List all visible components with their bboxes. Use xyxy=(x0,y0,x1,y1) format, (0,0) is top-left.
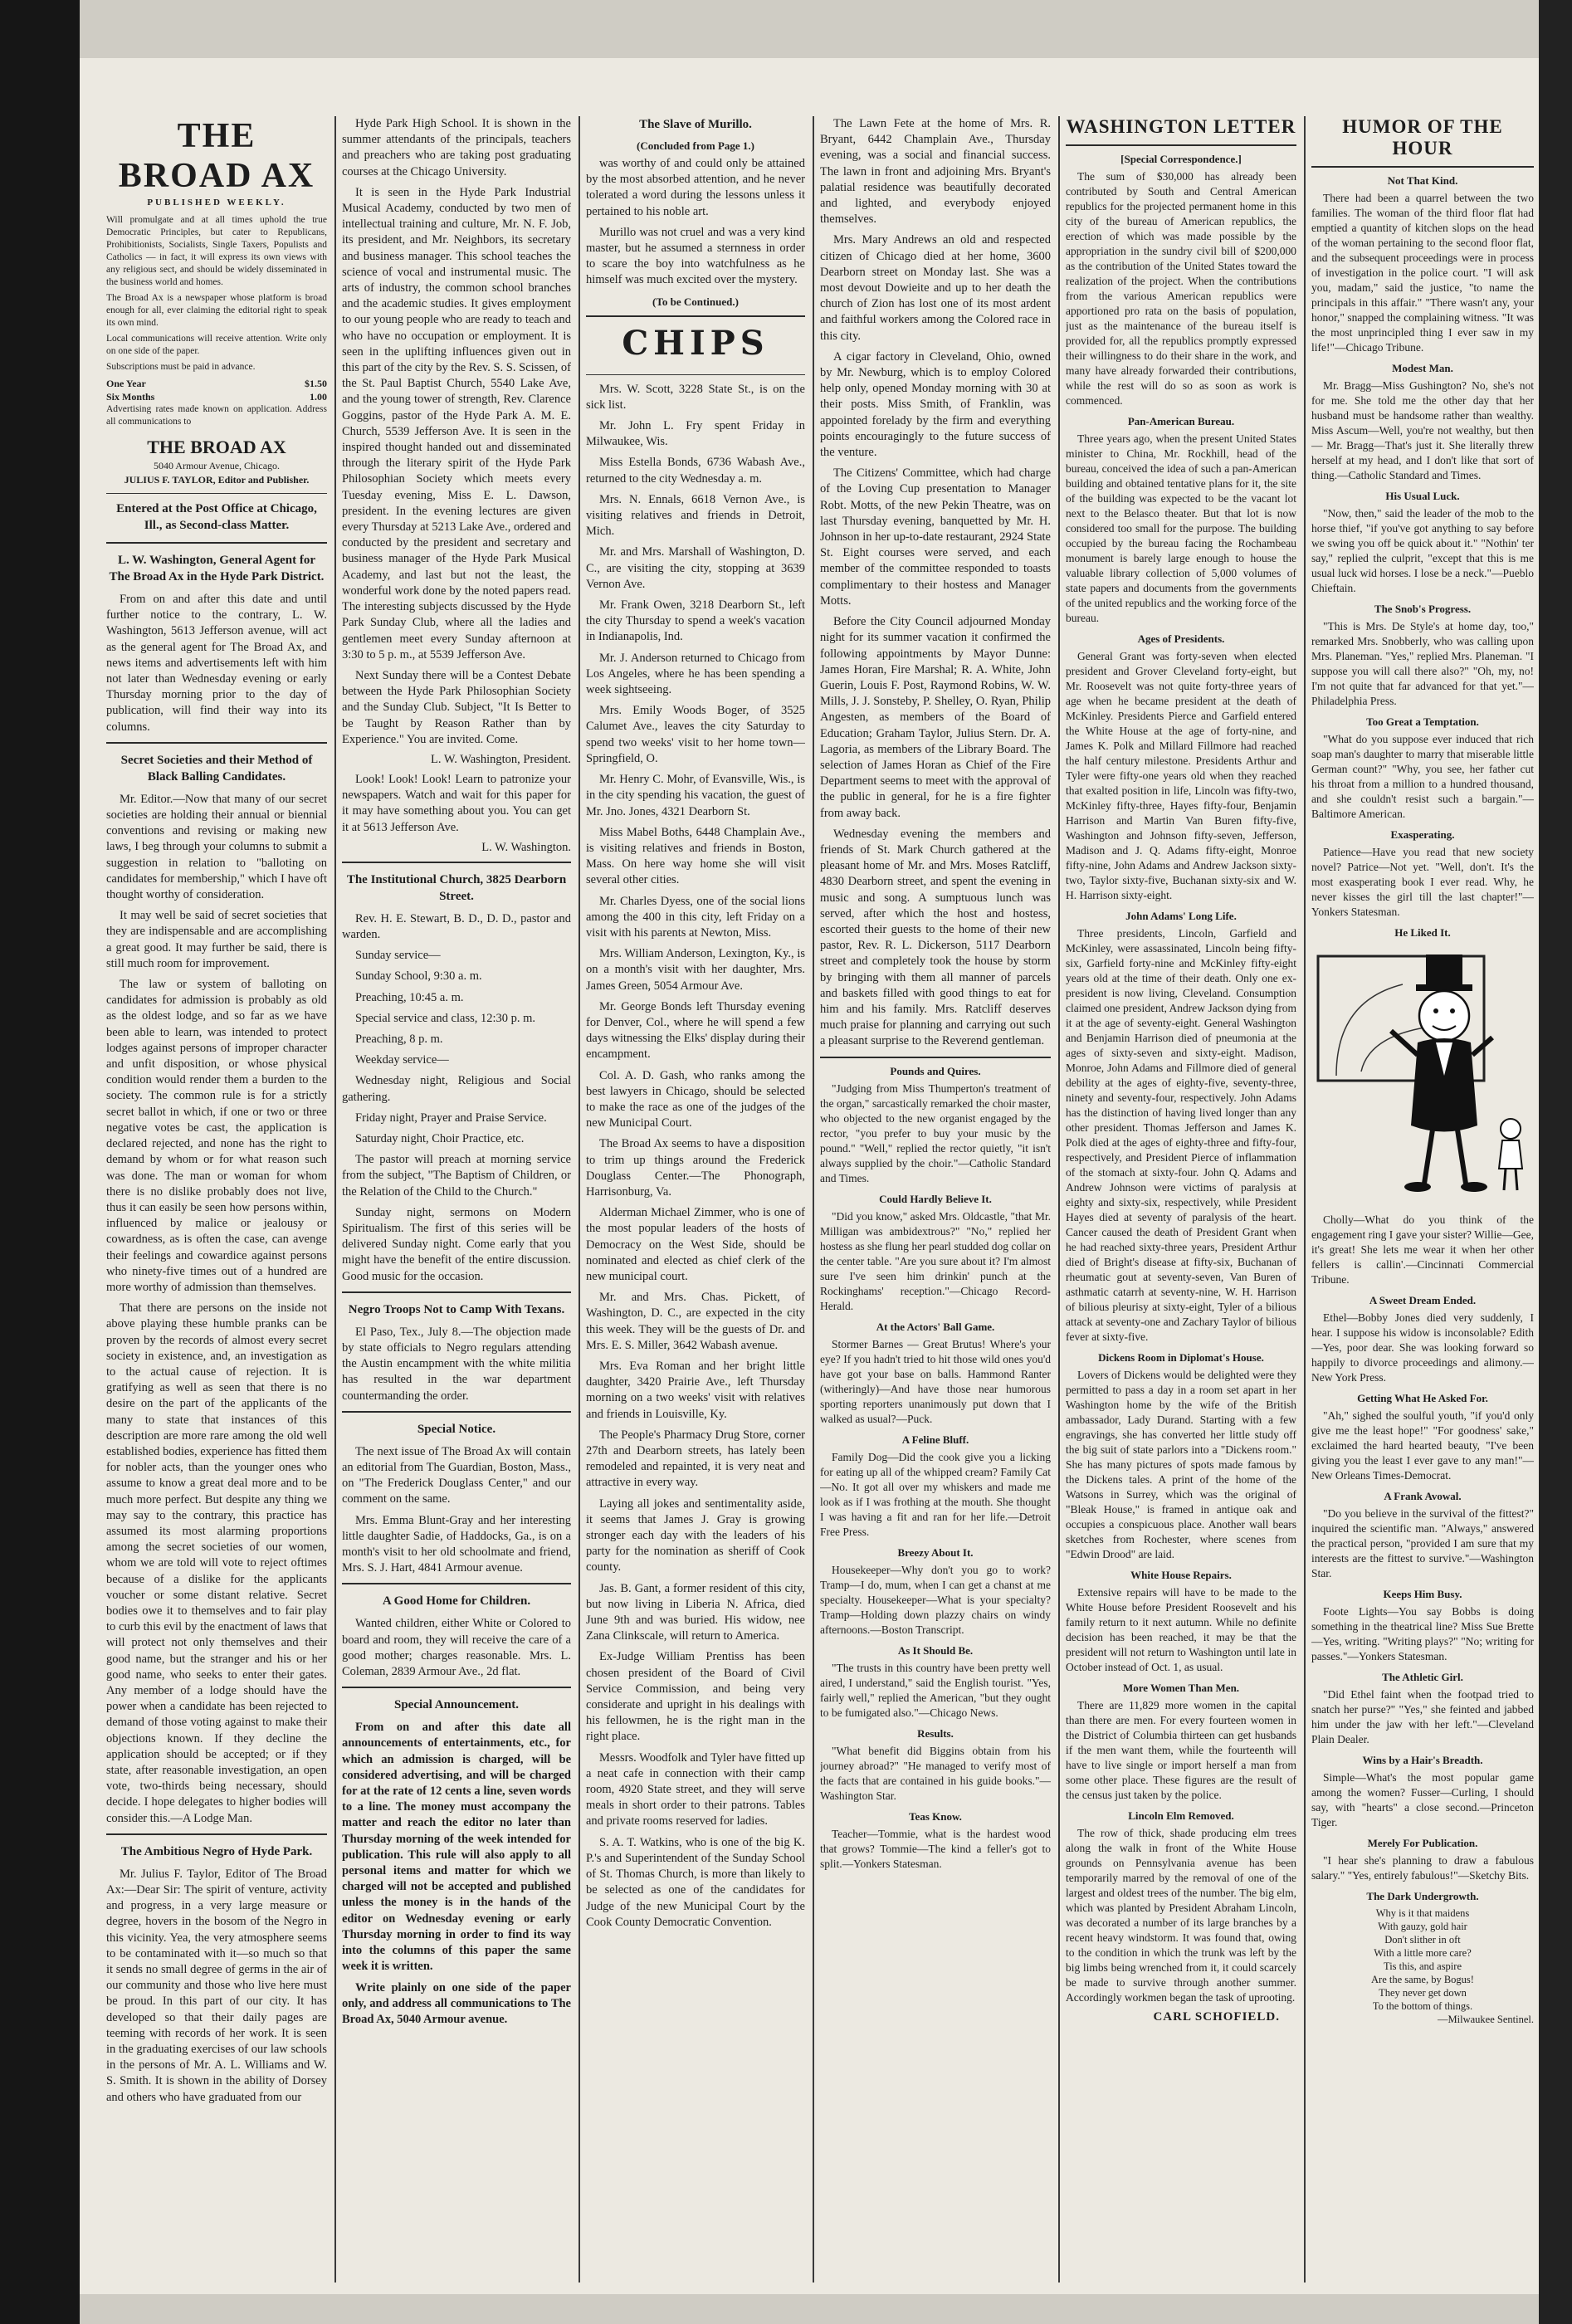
news-item: Mr. Henry C. Mohr, of Evansville, Wis., is in the city spending his vacation, the guest of Mr. Jno. Jones, 4321 Dearborn St. xyxy=(586,773,805,818)
divider xyxy=(106,542,327,544)
cartoon-arm xyxy=(1391,1031,1418,1055)
article-paragraph: That there are persons on the inside not above playing these humble pranks can be proven by the records of almost every secret society in existence, and, an investigation as to the actual cause of rejection. It is gratifying as well as seen that there is no desire on the part of the applicants of the many to state that instances of this description are more rare among the old well established bodies, experience has fitted them for nobler acts, than the younger ones who assume to know a great deal more and to be much more perfect. But despite any thing we may say to the contrary, this practice has assumed its most alarming proportions among the secret societies of our women, whom we are told will vote to reject oftimes because of a dislike for the applicants voucher or some distant relative. Secret bodies owe it to themselves and to fair play to curb this evil by the enactment of laws that will protect not only themselves and their good name, but the stranger and his or her good name, who seeks to enter their gates. Any member of a lodge should have the power when a candidate has been rejected to demand of those voting against to make their objections known. If they decline the application should be accepted; or if they state, after reasonable investigation, an open vote, two-thirds being necessary, should decide. I hope delegates to higher bodies will consider this.—A Lodge Man. xyxy=(106,1301,327,1825)
church-schedule xyxy=(342,911,571,1285)
hyde-park-article xyxy=(342,116,571,748)
schedule-line: Preaching, 10:45 a. m. xyxy=(355,990,464,1004)
joke-text: "Did you know," asked Mrs. Oldcastle, "that Mr. Milligan was ambidextrous?" "No," replied her hostess as she flung her pearl studded dog collar on the center table. "Are you sure about it? I'm almost sure I've seen him drinkin' punch at the Rockinghams' reception."—Chicago Record-Herald. xyxy=(820,1209,1051,1312)
column-rule xyxy=(1304,116,1306,2282)
joke-text: "I hear she's planning to draw a fabulous salary." "Yes, entirely fabulous!"—Sketchy Bits. xyxy=(1311,1854,1534,1882)
section-headline: Pan-American Bureau. xyxy=(1127,415,1235,427)
top-hat-icon xyxy=(1426,954,1462,988)
cartoon-child-head xyxy=(1501,1119,1521,1139)
society-items xyxy=(820,116,1051,1050)
news-item: Mr. Frank Owen, 3218 Dearborn St., left the city Thursday to spend a week's vacation in Indianapolis, Ind. xyxy=(586,598,805,644)
signature: L. W. Washington. xyxy=(481,840,571,854)
church-headline: The Institutional Church, 3825 Dearborn Street. xyxy=(346,872,567,903)
article-paragraph: The law or system of balloting on candidates for admission is probably as old as the oldest lodge, and so far as we have been able to learn, was intended to protect lodges against persons of improper character and unfit disposition, or whose physical condition would render them a burden to the society. The common rule is for a strictly secret ballot in which, if one or two or three negative votes be cast, the application is declared rejected, and none has the right to demand by whom or for what reason such was done. The man or woman for whom there is no dislike probably does not live, thus it can easily be seen how persons within, influenced by malice or jealousy or cowardness, as is often the case, can avenge their feelings and cowardice against persons who ninety-five times out of a hundred are more worthy of admission than themselves. xyxy=(106,978,327,1294)
humor-jokes xyxy=(1311,174,1534,920)
joke-text: Foote Lights—You say Bobbs is doing something in the theatrical line? Miss Sue Brette—Yes, writing. "Writing plays?" "No; writing for passes."—Yonkers Statesman. xyxy=(1311,1605,1534,1662)
cartoon-leg xyxy=(1457,1130,1466,1184)
joke-text: "This is Mrs. De Style's at home day, too," remarked Mrs. Snobberly, who was calling upon Mrs. Planeman. "Yes," replied Mrs. Planeman. "I suppose you will call there also?" "Oh, my, no! I'm not quite that far advanced for that yet."—Philadelphia Press. xyxy=(1311,620,1534,707)
humor-jokes xyxy=(1311,1213,1534,1883)
joke-headline: Teas Know. xyxy=(909,1809,962,1823)
author-credit: CARL SCHOFIELD. xyxy=(1153,2010,1280,2024)
special-correspondence: [Special Correspondence.] xyxy=(1120,153,1242,165)
section-text: Lovers of Dickens would be delighted were they permitted to pass a day in a room set apart in her Washington home by the wife of the British ambassador, Lady Durand. Starting with a few engravings, she has converted her little study off the big suit of state parlors into a "Dickens room." She has many pictures of spots made famous by the Dickens tales. A print of the home of the Watsons in Surrey, which was the original of "Bleak House," is framed in antique oak and occupies a conspicuous place. Another wall bears sketches from Rochester, where scenes from "Edwin Drood" are laid. xyxy=(1066,1369,1296,1560)
joke-headline: Modest Man. xyxy=(1392,362,1453,374)
advertising-note: Advertising rates made known on application. Address all communications to xyxy=(106,404,327,427)
publisher-note: Subscriptions must be paid in advance. xyxy=(106,362,256,372)
secret-societies-article xyxy=(106,792,327,1827)
news-item: Miss Mabel Boths, 6448 Champlain Ave., is visiting relatives and friends in Boston, Mass. On here way home she will visit several other cities. xyxy=(586,825,805,887)
joke-headline: The Athletic Girl. xyxy=(1382,1671,1463,1683)
published-weekly: PUBLISHED WEEKLY. xyxy=(147,198,286,208)
news-item: Mr. Charles Dyess, one of the social lions among the 400 in this city, left Friday on a visit with his parents at Newton, Miss. xyxy=(586,894,805,940)
secret-societies-headline: Secret Societies and their Method of Black Balling Candidates. xyxy=(120,753,313,784)
column-5 xyxy=(1066,116,1296,2291)
news-item: Laying all jokes and sentimentality aside, it seems that James J. Gray is growing stronger each day with the leaders of his party for the nomination as sheriff of Cook county. xyxy=(586,1496,805,1575)
schedule-line: Friday night, Prayer and Praise Service. xyxy=(355,1111,547,1125)
schedule-line: Sunday School, 9:30 a. m. xyxy=(355,969,482,984)
joke-text: "Do you believe in the survival of the fittest?" inquired the scientific man. "Always," answered the practical person, "provided I am sure that my interests are the fittest to survive."—Washington Star. xyxy=(1311,1507,1534,1579)
humor-items xyxy=(820,1065,1051,1872)
news-item: The People's Pharmacy Drug Store, corner 27th and Dearborn streets, has lately been remodeled and repainted, it is very neat and attractive in every way. xyxy=(586,1428,805,1490)
announcement-text: From on and after this date all announcements of entertainments, etc., for which an admission is charged, will be considered advertising, and will be charged for at the rate of 12 cents a line, seven words to a line. The money must accompany the matter and reach the editor no later than Thursday morning of the week intended for publication. This rule will also apply to all personal items and matter for which we charged will not be accepted and published unless the money is in the hands of the editor on Wednesday evening or early Thursday morning in order to find its way into the columns of this paper the same week it is written. xyxy=(342,1721,571,1974)
subscription-rates xyxy=(106,377,327,403)
good-home-headline: A Good Home for Children. xyxy=(382,1594,531,1609)
article-paragraph: Next Sunday there will be a Contest Debate between the Hyde Park Philosophian Society and the Sunday Club. Subject, "It Is Better to be Taught by Reason Rather than by Experience." You are invited. Come. xyxy=(342,668,571,746)
scan-left-margin xyxy=(0,0,80,2324)
cartoon-head xyxy=(1419,991,1469,1041)
joke-headline: Wins by a Hair's Breadth. xyxy=(1362,1754,1483,1766)
divider xyxy=(1066,144,1296,146)
news-item: Mrs. Mary Andrews an old and respected citizen of Chicago died at her home, 3600 Dearborn street on Monday last. She was a most devout Dowieite and up to her death the church of Zion has lost one of its most ardent and faithful workers among the Colored race in this city. xyxy=(820,233,1051,343)
joke-text: "Now, then," said the leader of the mob to the horse thief, "if you've got anything to say before we swing you off be quick about it." "Nothin' ter say," replied the culprit, "except that this is me usual luck wid horses. I lose be a neck."—Pueblo Chieftain. xyxy=(1311,507,1534,594)
divider xyxy=(106,493,327,494)
poem-headline: The Dark Undergrowth. xyxy=(1366,1890,1479,1902)
divider xyxy=(342,1291,571,1293)
news-item: Mr. J. Anderson returned to Chicago from Los Angeles, where he has been spending a week sightseeing. xyxy=(586,651,805,697)
news-item: The Broad Ax seems to have a disposition to trim up things around the Frederick Douglass Center.—The Phonograph, Harrisonburg, Va. xyxy=(586,1137,805,1199)
rate-value: 1.00 xyxy=(310,391,327,403)
publisher-note: Will promulgate and at all times uphold the true Democratic Principles, but cater to Republicans, Prohibitionists, Socialists, Single Taxers, Populists and Catholics — in fact, it will express its own views with any religious sect, and should be widely disseminated in the business world and homes. xyxy=(106,215,327,287)
news-item: Jas. B. Gant, a former resident of this city, but now living in Liberia N. Africa, died June 9th and was buried. His widow, nee Zana Clinkscale, will return to America. xyxy=(586,1581,805,1643)
news-item: A cigar factory in Cleveland, Ohio, owned by Mr. Newburg, which is to employ Colored help only, opened Monday morning with 30 at their posts. Miss Smith, of Franklin, was appointed forelady by the firm and everything points encouragingly to the future success of the venture. xyxy=(820,349,1051,460)
divider xyxy=(106,1833,327,1835)
schedule-line: Sunday night, sermons on Modern Spiritualism. The first of this series will be delivered Sunday night. Come early that you might have the benefit of the entire discussion. Good music for the occasion. xyxy=(342,1205,571,1283)
joke-text: "What do you suppose ever induced that rich soap man's daughter to marry that miserable little German count?" "Why, you see, her father cut his throat from a million to a hundred thousand, and she couldn't resist such a bargain."—Baltimore American. xyxy=(1311,733,1534,820)
cartoon-arm xyxy=(1472,1038,1492,1055)
cartoon-child-body xyxy=(1499,1140,1522,1169)
news-item: Miss Estella Bonds, 6736 Wabash Ave., returned to the city Wednesday a. m. xyxy=(586,456,805,486)
chips-items xyxy=(586,382,805,1931)
section-text: Extensive repairs will have to be made to the White House before President Roosevelt and his family return to it next autumn. While no definite decision has been reached, it may be that the president will not return to Washington until late in October instead of Oct. 1, as usual. xyxy=(1066,1586,1296,1673)
divider xyxy=(106,742,327,744)
joke-text: Stormer Barnes — Great Brutus! Where's your eye? If you hadn't tried to hit those wild ones you'd have got your base on balls. Hammond Ranter (witheringly)—And have those near humorous sporting reporters unanimously put down that I walked as usual?—Puck. xyxy=(820,1337,1051,1425)
office-address: 5040 Armour Avenue, Chicago. xyxy=(153,460,281,471)
cartoon-leg xyxy=(1424,1130,1433,1184)
joke-headline: Getting What He Asked For. xyxy=(1357,1392,1488,1404)
joke-headline: Could Hardly Believe It. xyxy=(879,1192,992,1205)
scan-right-margin xyxy=(1539,0,1572,2324)
column-2 xyxy=(342,116,571,2291)
section-text: Three presidents, Lincoln, Garfield and McKinley, were assassinated, Lincoln being fifty-six, Garfield forty-nine and McKinley fifty-eight years old at the time of their death. Only one ex-president is now living, Cleveland. Consumption claimed one president, Andrew Jackson dying from it at the age of seventy-eight. General Washington and Benjamin Harrison died of pneumonia at the ages of sixty-seven and sixty-eight. Madison, Monroe, John Adams and Fillmore died of general debility at the ages of eighty-five, seventy-three, ninety and seventy-four, respectively. John Adams has the distinction of having lived longer than any other president. Thomas Jefferson and James K. Polk died at the ages of eighty-three and fifty-four, respectively, and President Pierce of inflammation of the stomach at sixty-four. John Q. Adams and Andrew Johnson were victims of paralysis at eighty and sixty-six, respectively, while President Hayes died at seventy of paralysis of the heart. Cancer caused the death of President Grant when he had reached sixty-three years, President Arthur died of Bright's disease at fifty-six, Buchanan of rheumatic gout at seventy-seven, Van Buren of asthmatic catarrh at seventy-nine, W. H. Harrison of bilious pleurisy at sixty-eight, Tyler of a bilious attack at seventy-one and Zachary Taylor of bilious fever at sixty-five. xyxy=(1066,927,1296,1343)
story-paragraph: Murillo was not cruel and was a very kind master, but he assumed a sternness in order to scare the boy into watchfulness as he himself was much excited over the mystery. xyxy=(586,225,805,287)
joke-headline: As It Should Be. xyxy=(897,1643,974,1657)
poem-credit: —Milwaukee Sentinel. xyxy=(1438,2014,1534,2025)
joke-headline: Too Great a Temptation. xyxy=(1366,715,1479,728)
article-paragraph: Hyde Park High School. It is shown in the summer attendants of the principals, teachers and preachers who are taking post graduating courses at the Chicago University. xyxy=(342,117,571,178)
poem-line: Don't slither in oft xyxy=(1384,1934,1461,1946)
section-text: Three years ago, when the present United States minister to China, Mr. Rockhill, head of the bureau, conceived the idea of such a pan-American building and obtained tentative plans for it, the site of the building was expected to be the vacant lot next to the Belasco theater. But that lot is now considered too small for the purpose. The building occupied by the bureau facing the Rochambeau monument is barely large enough to house the valuable library collection of 5,000 volumes of state papers and documents from the governments of the united republics and the working force of the bureau. xyxy=(1066,432,1296,624)
news-item: Mr. John L. Fry spent Friday in Milwaukee, Wis. xyxy=(586,419,805,449)
masthead: THE BROAD AX xyxy=(118,117,315,195)
article-paragraph: It is seen in the Hyde Park Industrial Musical Academy, conducted by two men of intellectual training and culture, Mr. N. F. Job, its president, and Mr. Neighbors, its secretary and business manager. This school teaches the science of vocal and instrumental music. The arts of industry, the common school branches and the academic studies. It gives employment to our young people who are ready to teach and who have no occupation or employment. It is seen in the uplifting influences given out in this part of the city by the Rev. S. S. Scissen, of the St. Paul Baptist Church, 5540 Lake Ave, and the young tower of strength, Rev. Clarence Goggins, pastor of the Hyde Park A. M. E. Church, 5539 Jefferson Ave. It is seen in the inspired thought handed out and disseminated through the literary spirit of the Hyde Park Philosophian Society which meets every Tuesday evening, Miss E. L. Dawson, president. In the evening lectures are given every Thursday at 5213 Lake Ave., ordered and conducted by the president and secretary and business manager of the Hyde Park Musical Academy, and last but not the least, the wonderful work done by the noted papers read. The interesting subjects discussed by the Hyde Park Sunday Club, where all the ladies and gentlemen meet every Sunday afternoon at 3:30 to 5 p. m., at 5539 Jefferson Ave. xyxy=(342,185,571,662)
notice-text: From on and after this date and until further notice to the contrary, L. W. Washington, 5613 Jefferson avenue, will act as the general agent for The Broad Ax, and news items and advertisements left with him not later than Wednesday evening or early Thursday morning prior to the day of publication, will find their way into its columns. xyxy=(106,593,327,734)
section-headline: Dickens Room in Diplomat's House. xyxy=(1098,1351,1264,1364)
column-3 xyxy=(586,116,805,2291)
joke-headline: A Sweet Dream Ended. xyxy=(1369,1294,1477,1306)
section-headline: More Women Than Men. xyxy=(1122,1682,1240,1694)
joke-headline: Merely For Publication. xyxy=(1367,1837,1478,1849)
editor-credit: JULIUS F. TAYLOR, Editor and Publisher. xyxy=(124,474,310,486)
column-rule xyxy=(1058,116,1060,2282)
joke-text: "Judging from Miss Thumperton's treatment of the organ," sarcastically remarked the choir master, who objected to the new organist engaged by the rector, "you prefer to buy your music by the pound." "Well," replied the rector quietly, "it isn't always supplied by the choir."—Catholic Standard and Times. xyxy=(820,1081,1051,1184)
postal-entry: Entered at the Post Office at Chicago, Ill., as Second-class Matter. xyxy=(116,502,317,532)
poem-line: With gauzy, gold hair xyxy=(1378,1921,1467,1932)
joke-text: "Did Ethel faint when the footpad tried to snatch her purse?" "Yes," she feinted and jabbed him under the jaw with her left."—Cleveland Plain Dealer. xyxy=(1311,1688,1534,1745)
poem xyxy=(1311,1907,1534,2013)
joke-text: Housekeeper—Why don't you go to work? Tramp—I do, mum, when I can get a chanst at me specialty. Housekeeper—What is your specialty? Tramp—Holding down plazzy chairs on windy afternoons.—Boston Transcript. xyxy=(820,1563,1051,1636)
joke-text: "The trusts in this country have been pretty well aired, I understand," said the English tourist. "Yes, fairly well," replied the American, "but they ought to be fumigated also."—Chicago News. xyxy=(820,1661,1051,1719)
schedule-line: Weekday service— xyxy=(355,1053,449,1067)
column-1 xyxy=(106,116,327,2291)
joke-headline: Breezy About It. xyxy=(897,1545,974,1559)
divider xyxy=(342,1583,571,1584)
column-rule xyxy=(813,116,814,2282)
section-text: The row of thick, shade producing elm trees along the walk in front of the White House grounds on Pennsylvania avenue has been temporarily marred by the removal of one of the largest and oldest trees of the number. The big elm, which was planted by President Abraham Lincoln, was decorated a number of its large branches by a recent heavy windstorm. It was found that, owing to the condition in which the trunk was left by the big limbs being wrenched from it, it could scarcely be made to survive through another summer. Accordingly workmen began the task of uprooting. xyxy=(1066,1827,1296,2004)
ambitious-negro-headline: The Ambitious Negro of Hyde Park. xyxy=(120,1844,313,1858)
poem-line: To the bottom of things. xyxy=(1372,2000,1473,2012)
publisher-notes xyxy=(106,214,327,374)
cartoon-shoe xyxy=(1461,1182,1487,1192)
schedule-line: Rev. H. E. Stewart, B. D., D. D., pastor and warden. xyxy=(342,911,571,941)
washington-intro: The sum of $30,000 has already been contributed by South and Central American republics for the projected permanent home in this city of the bureau of American republics, the erection of which was made possible by the appropriation in the sundry civil bill of $200,000 as the contribution of the United States toward the realization of the project. When the contributions from the various American republics were apportioned pro rata on the basis of population, just as the maintenance of the bureau itself is provided for, all the republics promptly expressed their willingness to do their share in the work, and many have already forwarded their contributions, while the rest will do so as soon as work is commenced. xyxy=(1066,170,1296,407)
joke-text: Ethel—Bobby Jones died very suddenly, I hear. I suppose his widow is inconsolable? Edith—Yes, poor dear. She was looking forward so happily to divorce proceedings and alimony.—New York Press. xyxy=(1311,1311,1534,1384)
news-item: The Lawn Fete at the home of Mrs. R. Bryant, 6442 Champlain Ave., Thursday evening, was a social and financial success. The lawn in front and adjoining Mrs. Bryant's palatial residence was beautifully decorated and lighted, and everybody enjoyed themselves. xyxy=(820,117,1051,227)
news-item: Col. A. D. Gash, who ranks among the best lawyers in Chicago, should be selected to make the race as one of the judges of the new Municipal Court. xyxy=(586,1068,805,1130)
cartoon-child-leg xyxy=(1504,1169,1506,1190)
section-headline: Ages of Presidents. xyxy=(1137,632,1225,645)
washington-sections xyxy=(1066,415,1296,2005)
murillo-subhead: (Concluded from Page 1.) xyxy=(636,139,755,152)
news-item: Mrs. Eva Roman and her bright little daughter, 3420 Prairie Ave., left Thursday morning on a two weeks' visit with relatives and friends in Louisville, Ky. xyxy=(586,1360,805,1421)
publisher-note: The Broad Ax is a newspaper whose platform is broad enough for all, ever claiming the editorial right to speak its own mind. xyxy=(106,293,327,328)
joke-headline: Pounds and Quires. xyxy=(890,1064,981,1077)
divider xyxy=(1311,166,1534,168)
joke-headline: Keeps Him Busy. xyxy=(1383,1588,1462,1600)
schedule-line: Preaching, 8 p. m. xyxy=(355,1032,443,1046)
publisher-note: Local communications will receive attention. Write only on one side of the paper. xyxy=(106,334,327,356)
cartoon-eye xyxy=(1450,1008,1455,1013)
news-item: Ex-Judge William Prentiss has been chosen president of the Board of Civil Service Commission, and being very considerate and upright in his dealings with his fellowmen, he is the right man in the right place. xyxy=(586,1650,805,1744)
joke-text: There had been a quarrel between the two families. The woman of the third floor flat had emptied a quantity of kitchen slops on the head of the woman pertaining to the second floor flat, and the subsequent proceedings were in process of investigation in the police court. "I will ask you, madam," said the justice, "to name the principals in this affair." "There wasn't any, your honor," snapped the complaining witness. "It was the most unprincipled thing I ever saw in my life!"—Chicago Tribune. xyxy=(1311,192,1534,354)
write-plainly-text: Write plainly on one side of the paper only, and address all communications to The Broad Ax, 5040 Armour avenue. xyxy=(342,1980,571,2026)
scan-bottom-band xyxy=(80,2294,1539,2324)
look-notice: Look! Look! Look! Learn to patronize your newspapers. Watch and wait for this paper for it may have something about you. You can get it at 5613 Jefferson Ave. xyxy=(342,772,571,834)
news-item: Mrs. Emily Woods Boger, of 3525 Calumet Ave., leaves the city Saturday to spend two weeks' visit to her home town—Springfield, O. xyxy=(586,704,805,765)
poem-line: Tis this, and aspire xyxy=(1384,1960,1462,1972)
divider xyxy=(820,1057,1051,1058)
news-item: Wednesday evening the members and friends of St. Mark Church gathered at the pleasant home of Mr. and Mrs. Moses Ratcliff, 4830 Dearborn street, and spent the evening in music and song. A sumptuous lunch was served, after which the host and hostess, escorted their guests to the home of their new pastor, Rev. R. L. Dickerson, 5117 Dearborn street and completely took the house by storm by bringing with them all manner of parcels and baskets filled with good things to eat for him and his family. Mrs. Ratcliff deserves much praise for planning and carrying out such a pleasant surprise to the Reverend gentleman. xyxy=(820,827,1051,1048)
news-item: Mrs. W. Scott, 3228 State St., is on the sick list. xyxy=(586,382,805,412)
rate-value: $1.50 xyxy=(305,378,327,389)
troops-headline: Negro Troops Not to Camp With Texans. xyxy=(348,1302,565,1316)
divider xyxy=(342,1411,571,1413)
poem-line: Why is it that maidens xyxy=(1375,1907,1470,1919)
joke-text: Mr. Bragg—Miss Gushington? No, she's not for me. She told me the other day that her husband must be handsome rather than wealthy. Miss Ascum—Well, you're not wealthy, but then— Mr. Bragg—That's just it. She literally threw herself at my head, and I don't like that sort of thing.—Catholic Standard and Times. xyxy=(1311,379,1534,481)
joke-text: Family Dog—Did the cook give you a licking for eating up all of the whipped cream? Family Cat—No. It got all over my whiskers and made me look as if I was frothing at the mouth. She thought I was having a fit and ran for her life.—Detroit Free Press. xyxy=(820,1450,1051,1538)
ambitious-negro-text: Mr. Julius F. Taylor, Editor of The Broad Ax:—Dear Sir: The spirit of venture, activity and progress, in a very large measure or degree, hovers in the bosom of the Negro in this vicinity. Yea, the very atmosphere seems to be contaminated with it—so much so that it sends no small degree of germs in the air of our community and those who live here must be proud. In this part of our city. It has developed so that their daily pages are teeming with records of her work. It is seen in the graduating exercises of our law schools in the persons of Mr. A. L. Williams and W. S. Smith. It is shown in the ability of Dorsey and others who have graduated from our xyxy=(106,1867,327,2104)
joke-headline: The Snob's Progress. xyxy=(1374,603,1472,615)
good-home-text: Wanted children, either White or Colored to board and room, they will receive the care of a good mother; charges reasonable. Mrs. L. Coleman, 2839 Armour Ave., 2d flat. xyxy=(342,1617,571,1679)
news-item: Mr. George Bonds left Thursday evening for Denver, Col., where he will spend a few days witnessing the Elks' display during their encampment. xyxy=(586,999,805,1062)
cartoon-shoe xyxy=(1404,1182,1431,1192)
column-4 xyxy=(820,116,1051,2291)
scan-top-band xyxy=(80,0,1539,58)
news-item: Messrs. Woodfolk and Tyler have fitted up a neat cafe in connection with their camp room, 4920 State street, and they will serve meals in short order to their patrons. Tables and private rooms reserved for ladies. xyxy=(586,1750,805,1828)
section-headline: White House Repairs. xyxy=(1130,1569,1232,1581)
joke-headline: Results. xyxy=(917,1726,954,1740)
joke-text: "What benefit did Biggins obtain from his journey abroad?" "He managed to verify most of the facts that are contained in his guide books."—Washington Star. xyxy=(820,1744,1051,1802)
signature: L. W. Washington, President. xyxy=(431,752,571,766)
column-6 xyxy=(1311,116,1534,2291)
joke-headline: His Usual Luck. xyxy=(1385,490,1460,502)
emma-item: Mrs. Emma Blunt-Gray and her interesting little daughter Sadie, of Haddocks, Ga., is on a month's visit to her old schoolmate and friend, Mrs. S. J. Hart, 4841 Armour avenue. xyxy=(342,1513,571,1575)
news-item: Mrs. N. Ennals, 6618 Vernon Ave., is visiting relatives and friends in Detroit, Mich. xyxy=(586,492,805,539)
rate-row xyxy=(106,390,327,403)
cartoon-headline: He Liked It. xyxy=(1394,926,1451,939)
schedule-line: Special service and class, 12:30 p. m. xyxy=(355,1011,536,1025)
rate-label: One Year xyxy=(106,378,146,389)
divider xyxy=(586,374,805,375)
poem-line: They never get down xyxy=(1379,1987,1467,1999)
column-rule xyxy=(579,116,580,2282)
cartoon-child-leg xyxy=(1516,1169,1517,1190)
news-item: Before the City Council adjourned Monday night for its summer vacation it confirmed the following appointments by Mayor Dunne: James Horan, Fire Marshal; R. A. White, John Guerin, Louis F. Post, Raymond Robins, W. W. Mills, J. J. Sonsteby, P. Shelley, O. Ryan, Philip Angesten, as members of the Board of Education; Graham Taylor, Julius Stern. Dr. A. Lagoria, as members of the Library Board. The selection of James Horan as Chief of the Fire Department seems to meet with the approval of the public in general, for he is a fire fighter from away back. xyxy=(820,615,1051,820)
news-item: S. A. T. Watkins, who is one of the big K. P.'s and Superintendent of the Sunday School of St. Thomas Church, is more than likely to be selected as one of the candidates for Judge of the new Municipal Court by the Cook County Democratic Convention. xyxy=(586,1835,805,1929)
announcement-headline: Special Announcement. xyxy=(393,1698,519,1712)
joke-text: Patience—Have you read that new society novel? Patrice—Not yet. "Well, don't. It's the most exasperating book I ever read. Why, he never kisses the girl till the last chapter!"—Yonkers Statesman. xyxy=(1311,846,1534,918)
troops-text: El Paso, Tex., July 8.—The objection made by state officials to Negro regulars attending the Austin encampment with the white militia has resulted in the war department countermanding the order. xyxy=(342,1325,571,1403)
section-text: There are 11,829 more women in the capital than there are men. For every fourteen women in the District of Columbia thirteen can get husbands if the men want them, while the fourteenth will have to live single or import herself a man from some other place. These figures are the result of the census just taken by the police. xyxy=(1066,1699,1296,1801)
section-headline: Lincoln Elm Removed. xyxy=(1128,1809,1234,1822)
special-notice-headline: Special Notice. xyxy=(417,1422,496,1436)
murillo-story xyxy=(586,156,805,289)
joke-headline: At the Actors' Ball Game. xyxy=(876,1320,995,1333)
washington-letter-banner: WASHINGTON LETTER xyxy=(1066,116,1296,137)
news-item: Mr. and Mrs. Chas. Pickett, of Washington, D. C., are expected in the city this week. They will be the guests of Dr. and Mrs. E. S. Miller, 3642 Wabash avenue. xyxy=(586,1291,805,1352)
murillo-headline: The Slave of Murillo. xyxy=(639,118,752,131)
joke-headline: A Feline Bluff. xyxy=(901,1433,969,1446)
cartoon-eye xyxy=(1433,1008,1438,1013)
story-paragraph: was worthy of and could only be attained by the most absorbed attention, and he never tolerated a word during the lessons unless it pertained to his noble art. xyxy=(586,157,805,218)
notice-headline: L. W. Washington, General Agent for The Broad Ax in the Hyde Park District. xyxy=(109,554,325,583)
joke-text: "Ah," sighed the soulful youth, "if you'd only give me the least hope!" "For goodness' sake," exclaimed the hard hearted beauty, "I've been giving you the least I ever gave to any man!"—New Orleans Times-Democrat. xyxy=(1311,1409,1534,1482)
humor-of-the-hour-banner: HUMOR OF THE HOUR xyxy=(1342,116,1503,159)
schedule-line: Saturday night, Choir Practice, etc. xyxy=(355,1131,525,1145)
joke-headline: Exasperating. xyxy=(1390,828,1455,841)
section-headline: John Adams' Long Life. xyxy=(1125,910,1237,922)
article-paragraph: It may well be said of secret societies that they are indispensable and are accomplishing a great good. It may further be said, there is still much room for improvement. xyxy=(106,909,327,970)
poem-line: With a little more care? xyxy=(1374,1947,1472,1959)
schedule-line: Sunday service— xyxy=(355,949,441,963)
masthead-small: THE BROAD AX xyxy=(147,437,286,457)
joke-text: Teacher—Tommie, what is the hardest wood that grows? Tommie—The kind a feller's got to split.—Yonkers Statesman. xyxy=(820,1827,1051,1870)
column-rule xyxy=(334,116,336,2282)
cartoon-illustration xyxy=(1311,951,1534,1200)
special-notice-text: The next issue of The Broad Ax will contain an editorial from The Guardian, Boston, Mass., on "The Frederick Douglass Center," and our comment on the same. xyxy=(342,1444,571,1506)
divider xyxy=(342,862,571,863)
poem-line: Are the same, by Bogus! xyxy=(1371,1974,1474,1985)
schedule-line: The pastor will preach at morning service from the subject, "The Baptism of Children, or the Relation of the Child to the Church." xyxy=(342,1153,571,1199)
divider xyxy=(586,315,805,317)
joke-text: Cholly—What do you think of the engagement ring I gave your sister? Willie—Gee, it's great! She lets me wear it when her other fellers is callin'.—Cincinnati Commercial Tribune. xyxy=(1311,1213,1534,1286)
news-item: Alderman Michael Zimmer, who is one of the most popular leaders of the hosts of Democracy on the West Side, should be nominated and elected as chief clerk of the new municipal court. xyxy=(586,1206,805,1283)
joke-headline: A Frank Avowal. xyxy=(1384,1490,1462,1502)
joke-headline: Not That Kind. xyxy=(1387,174,1458,187)
article-paragraph: Mr. Editor.—Now that many of our secret societies are holding their annual or biennial conventions and revising or making new laws, I beg through your columns to submit a suggestion in relation to "balloting on candidates for membership," which I have oft thought worthy of consideration. xyxy=(106,792,327,902)
section-text: General Grant was forty-seven when elected president and Grover Cleveland forty-eight, but Mr. Roosevelt was not quite forty-three years of age when he became president at the death of McKinley. Presidents Pierce and Garfield entered the White House at the age of forty-nine, and James K. Polk and Millard Fillmore had reached the half century milestone. Presidents Arthur and Tyler were fifty-one years old when they reached that exalted position in life, Lincoln was fifty-two, McKinley fifty-three, Hayes fifty-four, Benjamin Harrison and Martin Van Buren fifty-five, Washington and Johnson fifty-seven, Jefferson, Madison and J. Q. Adams fifty-eight, Monroe fifty-nine, John Adams and Andrew Jackson sixty-two, Taylor sixty-five, Buchanan sixty-six and W. H. Harrison sixty-eight. xyxy=(1066,650,1296,901)
divider xyxy=(342,1687,571,1688)
rate-label: Six Months xyxy=(106,391,155,403)
schedule-line: Wednesday night, Religious and Social gathering. xyxy=(342,1074,571,1104)
murillo-continued: (To be Continued.) xyxy=(652,295,739,308)
news-item: Mr. and Mrs. Marshall of Washington, D. C., are visiting the city, stopping at 3639 Vernon Ave. xyxy=(586,545,805,591)
rate-row xyxy=(106,377,327,390)
news-item: The Citizens' Committee, which had charge of the Loving Cup presentation to Manager Robt. Motts, of the new Pekin Theatre, was on last Thursday evening, banquetted by Mr. H. Johnson in her up-to-date restaurant, 2924 State St. Eight courses were served, and each member of the committee responded to toasts complimentary to their hostess and Manager Motts. xyxy=(820,466,1051,608)
joke-text: Simple—What's the most popular game among the women? Fusser—Curling, I should say, with "hearts" a close second.—Princeton Tiger. xyxy=(1311,1771,1534,1828)
chips-headline: CHIPS xyxy=(622,323,769,363)
news-item: Mrs. William Anderson, Lexington, Ky., is on a month's visit with her daughter, Mrs. James Green, 5054 Armour Ave. xyxy=(586,947,805,993)
